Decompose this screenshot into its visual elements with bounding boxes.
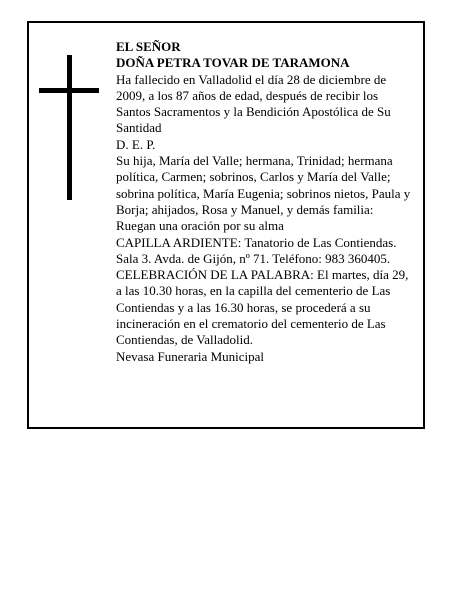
ceremony-info: CELEBRACIÓN DE LA PALABRA: El martes, día 29, a las 10.30 horas, en la capilla del cementerio de Las Contiendas y a las 16.30 horas, se procederá a su incineración en el crematorio del cementerio de Las Contiendas, de Valladolid. [116, 267, 409, 348]
heading-title: EL SEÑOR [116, 39, 181, 54]
family-list: Su hija, María del Valle; hermana, Trinidad; hermana política, Carmen; sobrinos, Carlos y María del Valle; sobrina política, María Eugenia; sobrinos nietos, Paula y Borja; ahijados, Rosa y Manuel, y demás familia: [116, 153, 411, 217]
deceased-name: DOÑA PETRA TOVAR DE TARAMONA [116, 55, 350, 71]
chapel-info: CAPILLA ARDIENTE: Tanatorio de Las Contiendas. Sala 3. Avda. de Gijón, nº 71. Teléfono: 983 360405. [116, 234, 397, 266]
obituary-notice [27, 21, 425, 429]
rip-text: D. E. P. [116, 136, 156, 152]
prayer-request: Ruegan una oración por su alma [116, 218, 284, 234]
cross-vertical-bar [67, 55, 72, 200]
cross-horizontal-bar [39, 88, 99, 93]
funeral-home: Nevasa Funeraria Municipal [116, 348, 265, 364]
cross-icon [39, 55, 99, 200]
notice-body [116, 39, 416, 365]
death-statement: Ha fallecido en Valladolid el día 28 de diciembre de 2009, a los 87 años de edad, después de recibir los Santos Sacramentos y la Bendición Apostólica de Su Santidad [116, 71, 391, 136]
